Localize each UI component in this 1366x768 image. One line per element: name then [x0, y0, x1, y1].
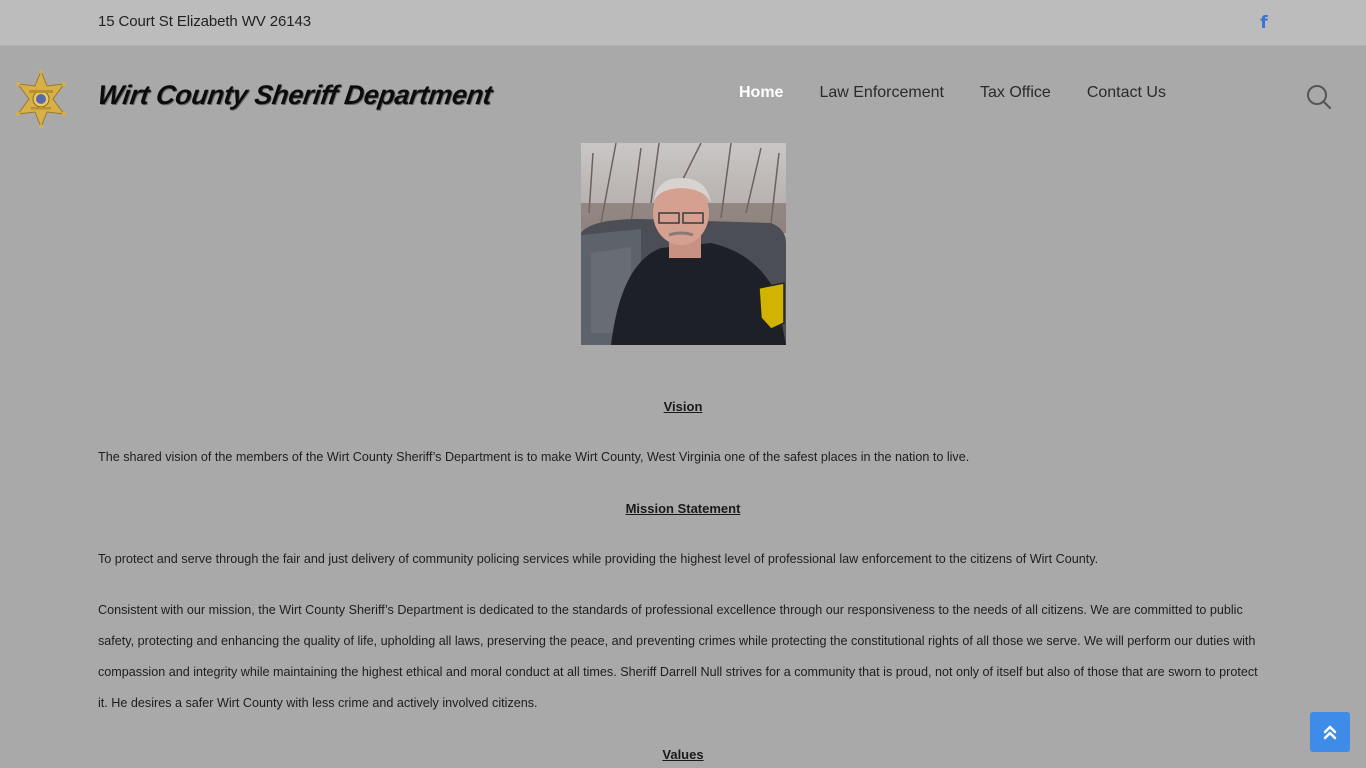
address-text: 15 Court St Elizabeth WV 26143 — [98, 13, 311, 30]
site-header — [0, 46, 1366, 142]
site-title[interactable]: Wirt County Sheriff Department — [95, 80, 494, 110]
nav-contact-us[interactable]: Contact Us — [1086, 84, 1166, 101]
facebook-icon[interactable]: f — [1260, 13, 1268, 33]
scroll-to-top-button[interactable] — [1310, 712, 1350, 752]
main-nav — [739, 84, 1202, 102]
top-bar — [0, 0, 1366, 46]
nav-home[interactable]: Home — [739, 84, 784, 101]
vision-paragraph: The shared vision of the members of the Wirt County Sheriff’s Department is to make Wirt County, West Virginia one of the safest places in the nation to live. — [98, 450, 970, 464]
sheriff-photo — [581, 143, 786, 345]
section-heading-vision: Vision — [663, 399, 703, 414]
section-heading-values: Values — [662, 747, 704, 762]
nav-tax-office[interactable]: Tax Office — [979, 84, 1051, 101]
mission-paragraph: To protect and serve through the fair and just delivery of community policing services while providing the highest level of professional law enforcement to the citizens of Wirt County. — [98, 552, 1099, 566]
sheriff-star-badge-icon[interactable] — [14, 70, 68, 128]
double-chevron-up-icon — [1310, 712, 1350, 752]
search-icon[interactable] — [1306, 84, 1332, 110]
nav-law-enforcement[interactable]: Law Enforcement — [819, 84, 944, 101]
section-heading-mission: Mission Statement — [625, 501, 741, 516]
mission-detail-paragraph: Consistent with our mission, the Wirt County Sheriff’s Department is dedicated to the standards of professional excellence through our responsiveness to the needs of all citizens. We are committed to public safety, protecting and enhancing the quality of life, upholding all laws, preserving the peace, and preventing crimes while protecting the constitutional rights of all those we serve. We will perform our duties with compassion and integrity while maintaining the highest ethical and moral conduct at all times. Sheriff Darrell Null strives for a community that is proud, not only of itself but also of those that are sworn to protect it. He desires a safer Wirt County with less crime and actively involved citizens. — [98, 603, 1258, 710]
